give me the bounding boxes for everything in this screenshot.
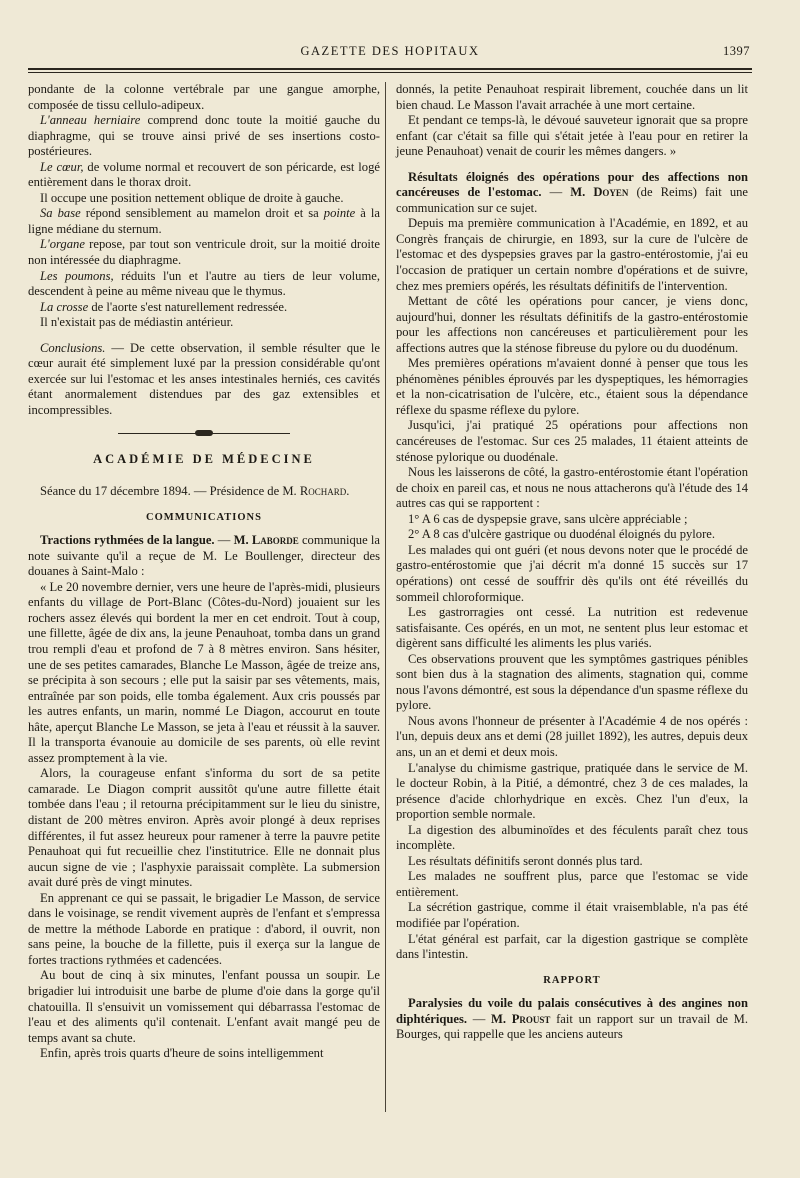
paragraph: Jusqu'ici, j'ai pratiqué 25 opérations pour affections non cancéreuses de l'estomac. Sur ces 25 malades, 11 étaient atteints de sténose pylorique ou duodénale. [396,418,748,464]
paragraph: Les malades qui ont guéri (et nous devons noter que le procédé de gastro-entérostomie que j'ai décrit m'a donné 15 succès sur 17 opérations) ont cessé de souffrir dès qu'ils ont été réveillés du sommeil chloroformique. [396,542,748,604]
subheading-rapport: RAPPORT [543,974,601,986]
section-heading-academie: ACADÉMIE DE MÉDECINE [93,452,315,467]
page-number: 1397 [723,44,750,58]
paragraph: Au bout de cinq à six minutes, l'enfant poussa un soupir. Le brigadier lui introduisit une barbe de plume d'oie dans la gorge qu'il chatouilla. Il s'ensuivit un vomissement qui débarrassa l'estomac de l'eau et des aliments qu'il contenait. L'enfant avait mangé peu de temps avant sa chute. [28,968,380,1045]
paralysies-paragraph: Paralysies du voile du palais consécutives à des angines non diphtériques. — M. Proust fait un rapport sur un travail de M. Bourges, qui rappelle que les anciens auteurs [396,996,748,1042]
paragraph: L'état général est parfait, car la digestion gastrique se complète dans l'intestin. [396,931,748,962]
paragraph: Alors, la courageuse enfant s'informa du sort de sa petite camarade. Le Diagon comprit aussitôt qu'une autre fillette était tombée dans l'eau ; il retourna précipitamment sur le lieu du sinistre, distant de 200 mètres environ. Après avoir plongé à deux reprises différentes, il fut assez heureux pour ramener à terre la pauvre petite Penauhoat qui fut recueillie chez l'institutrice. Elle ne donnait plus aucun signe de vie ; l'asphyxie paraissait complète. La submersion avait duré près de vingt minutes. [28,766,380,890]
journal-title: GAZETTE DES HOPITAUX [300,44,480,58]
paragraph: Mettant de côté les opérations pour cancer, je viens donc, aujourd'hui, donner les résultats définitifs de la gastro-entérostomie pour les affections non cancéreuses et particulièrement pour les affections autres que la sténose fibreuse du pylore ou du duodénum. [396,294,748,355]
resultats-paragraph: Résultats éloignés des opérations pour des affections non cancéreuses de l'estomac. — M. Doyen (de Reims) fait une communication sur ce sujet. [396,169,748,215]
paragraph: Les gastrorragies ont cessé. La nutrition est redevenue satisfaisante. Ces opérés, en un mot, ne sentent plus leur estomac et digèrent sans difficulté les aliments les plus variés. [396,605,748,651]
paragraph: Et pendant ce temps-là, le dévoué sauveteur ignorait que sa propre enfant (car c'était sa fille qui s'était jetée à l'eau pour en retirer la jeune Penauhoat) venait de courir les mêmes dangers. » [396,113,748,159]
column-divider [385,82,386,1112]
list-item: 1° A 6 cas de dyspepsie grave, sans ulcère appréciable ; [408,511,688,526]
paragraph: pondante de la colonne vertébrale par une gangue amorphe, composée de tissu cellulo-adipeux. [28,82,380,112]
paragraph: Il occupe une position nettement oblique de droite à gauche. [40,190,344,205]
paragraph: Mes premières opérations m'avaient donné à penser que tous les phénomènes pénibles éprouvés par les dyspeptiques, les hémorragies et la non-cicatrisation de l'ulcère, etc., étaient sous la dépendance réflexe du spasme réflexe du pylore. [396,356,748,417]
seance-line: Séance du 17 décembre 1894. — Présidence de M. Rochard. [40,484,350,499]
paragraph: L'analyse du chimisme gastrique, pratiquée dans le service de M. le docteur Robin, à la Pitié, a démontré, chez 3 de ces malades, la présence d'acide chlorhydrique en excès. Chez l'un d'eux, la proportion semble normale. [396,760,748,822]
list-item: 2° A 8 cas d'ulcère gastrique ou duodénal éloignés du pylore. [408,527,716,542]
tractions-paragraph: Tractions rythmées de la langue. — M. Laborde communique la note suivante qu'il a reçue de M. Le Boullenger, directeur des douanes à Saint-Malo : [28,533,380,579]
paragraph: Le cœur, de volume normal et recouvert de son péricarde, est logé entièrement dans le thorax droit. [28,159,380,190]
right-column [396,82,748,1043]
conclusions-paragraph: Conclusions. — De cette observation, il semble résulter que le cœur aurait été simplement luxé par la pression considérable qu'ont exercée sur lui l'estomac et les anses intestinales herniés, ces cavités étant anormalement distendues par des gaz extensibles et incompressibles. [28,340,380,417]
paragraph: « Le 20 novembre dernier, vers une heure de l'après-midi, plusieurs enfants du village de Port-Blanc (Côtes-du-Nord) jouaient sur les rochers assez élevés qui bordent la mer en cet endroit. Tout à coup, une fillette, âgée de dix ans, la jeune Penauhoat, tomba dans un grand trou rempli d'eau et profond de 7 à 8 mètres environ. Sans hésiter, une de ses petites camarades, Blanche Le Masson, âgée de treize ans, se précipita à son secours ; elle put la saisir par ses vêtements, mais, entraînée par son poids, elle tomba également. Aux cris poussés par les autres enfants, un marin, nommé Le Diagon, accourut en toute hâte, aperçut Blanche Le Masson, se jeta à l'eau et réussit à la sauver. Il la transporta évanouie au domicile de ses parents, où elle revint assez promptement à la vie. [28,579,380,765]
paragraph: Ces observations prouvent que les symptômes gastriques pénibles sont bien dus à la stagnation des aliments, stagnation qui, comme nous l'avons démontré, est sous la dépendance d'un spasme réflexe du pylore. [396,651,748,713]
paragraph: L'organe repose, par tout son ventricule droit, sur la moitié droite non intéressée du diaphragme. [28,237,380,268]
paragraph: Il n'existait pas de médiastin antérieur. [40,315,234,330]
left-column [28,82,380,1062]
paragraph: La crosse de l'aorte s'est naturellement redressée. [40,299,288,314]
section-ornament [28,428,380,438]
header-rule-thick [28,68,752,70]
page-header [30,44,750,62]
paragraph: Sa base répond sensiblement au mamelon droit et sa pointe à la ligne médiane du sternum. [28,206,380,236]
paragraph: La sécrétion gastrique, comme il était vraisemblable, n'a pas été modifiée par l'opération. [396,900,748,930]
paragraph: Les malades ne souffrent plus, parce que l'estomac se vide entièrement. [396,869,748,899]
paragraph: Nous les laisserons de côté, la gastro-entérostomie étant l'opération de choix en pareil cas, et nous ne nous attacherons qu'à l'étude des 14 autres cas qui se rapportent : [396,465,748,511]
paragraph: En apprenant ce qui se passait, le brigadier Le Masson, de service dans le voisinage, se rendit vivement auprès de l'enfant et s'empressa de mettre la méthode Laborde en pratique : d'abord, il ouvrit, non sans peine, la bouche de la fillette, puis il exerça sur la langue de fortes tractions rythmées et cadencées. [28,890,380,967]
paragraph: Enfin, après trois quarts d'heure de soins intelligemment [40,1046,324,1061]
paragraph: Les résultats définitifs seront donnés plus tard. [408,853,643,868]
paragraph: Les poumons, réduits l'un et l'autre au tiers de leur volume, descendent à peine au même niveau que le thymus. [28,268,380,299]
paragraph: La digestion des albuminoïdes et des féculents paraît chez tous incomplète. [396,822,748,853]
paragraph: donnés, la petite Penauhoat respirait librement, couchée dans un lit bien chaud. Le Masson l'avait arrachée à une mort certaine. [396,82,748,112]
subheading-communications: COMMUNICATIONS [146,511,262,523]
header-rule-thin [28,72,752,73]
paragraph: Nous avons l'honneur de présenter à l'Académie 4 de nos opérés : l'un, depuis deux ans et demi (28 juillet 1892), les autres, depuis deux ans, un an et demi et deux mois. [396,713,748,759]
paragraph: L'anneau herniaire comprend donc toute la moitié gauche du diaphragme, qui se trouve ainsi privé de ses insertions costo-postérieures. [28,113,380,159]
paragraph: Depuis ma première communication à l'Académie, en 1892, et au Congrès français de chirurgie, en 1893, sur la cure de l'ulcère de l'estomac et des dyspepsies graves par la gastro-entérostomie, j'ai eu l'occasion de pratiquer un certain nombre d'opérations et de suivre, chez mes premiers opérés, les résultats définitifs de l'intervention. [396,216,748,293]
